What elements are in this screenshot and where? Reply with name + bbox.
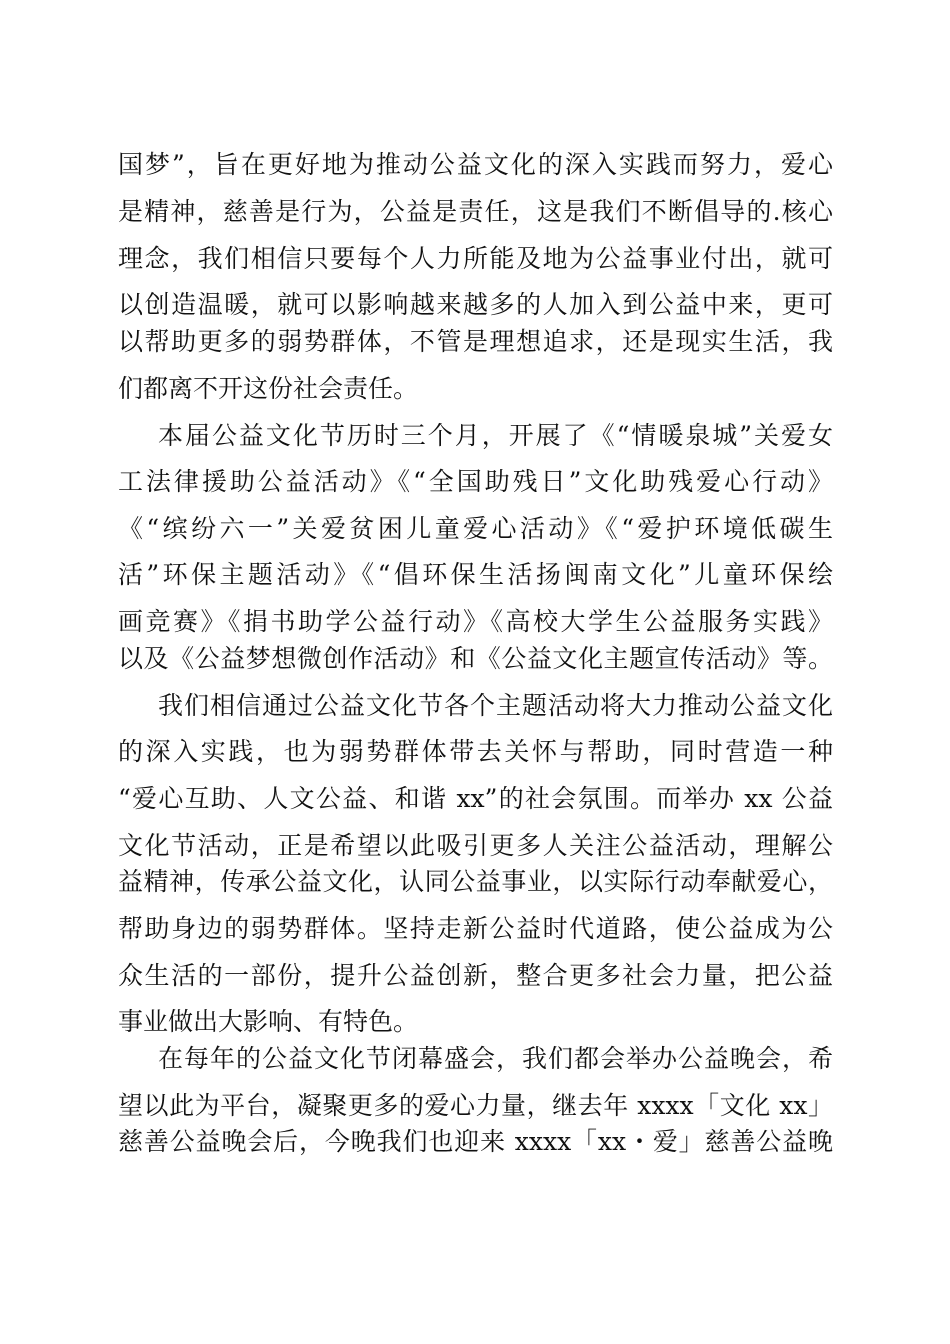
paragraph-2-line-6: 以及《公益梦想微创作活动》和《公益文化主题宣传活动》等。 [118, 644, 833, 673]
paragraph-1-line-5: 以帮助更多的弱势群体，不管是理想追求，还是现实生活，我 [118, 327, 833, 356]
paragraph-4-line-3: 慈善公益晚会后，今晚我们也迎来 xxxx「xx・爱」慈善公益晚 [118, 1127, 833, 1156]
paragraph-2-line-5: 画竞赛》《捐书助学公益行动》《高校大学生公益服务实践》 [118, 607, 833, 636]
paragraph-3-line-6: 帮助身边的弱势群体。坚持走新公益时代道路，使公益成为公 [118, 914, 833, 943]
paragraph-3-line-2: 的深入实践，也为弱势群体带去关怀与帮助，同时营造一种 [118, 737, 833, 766]
paragraph-1-line-6: 们都离不开这份社会责任。 [118, 374, 419, 403]
paragraph-3-line-7: 众生活的一部份，提升公益创新，整合更多社会力量，把公益 [118, 961, 833, 990]
paragraph-1-line-3: 理念，我们相信只要每个人力所能及地为公益事业付出，就可 [118, 244, 833, 273]
paragraph-3-line-3: “爱心互助、人文公益、和谐 xx”的社会氛围。而举办 xx 公益 [118, 784, 833, 813]
paragraph-2-line-2: 工法律援助公益活动》《“全国助残日”文化助残爱心行动》 [118, 467, 833, 496]
paragraph-3-line-5: 益精神，传承公益文化，认同公益事业，以实际行动奉献爱心， [118, 867, 833, 896]
paragraph-2-line-4: 活”环保主题活动》《“倡环保生活扬闽南文化”儿童环保绘 [118, 560, 833, 589]
paragraph-4-line-2: 望以此为平台，凝聚更多的爱心力量，继去年 xxxx「文化 xx」 [118, 1091, 833, 1120]
paragraph-1-line-4: 以创造温暖，就可以影响越来越多的人加入到公益中来，更可 [118, 290, 833, 319]
paragraph-3-line-4: 文化节活动，正是希望以此吸引更多人关注公益活动，理解公 [118, 831, 833, 860]
paragraph-3-line-8: 事业做出大影响、有特色。 [118, 1007, 419, 1036]
paragraph-3-line-1: 我们相信通过公益文化节各个主题活动将大力推动公益文化 [158, 691, 833, 720]
paragraph-2-line-3: 《“缤纷六一”关爱贫困儿童爱心活动》《“爱护环境低碳生 [118, 514, 833, 543]
paragraph-4-line-1: 在每年的公益文化节闭幕盛会，我们都会举办公益晚会，希 [158, 1044, 833, 1073]
paragraph-1-line-1: 国梦”，旨在更好地为推动公益文化的深入实践而努力，爱心 [118, 150, 833, 179]
paragraph-1-line-2: 是精神，慈善是行为，公益是责任，这是我们不断倡导的.核心 [118, 197, 833, 226]
paragraph-2-line-1: 本届公益文化节历时三个月，开展了《“情暖泉城”关爱女 [158, 421, 833, 450]
